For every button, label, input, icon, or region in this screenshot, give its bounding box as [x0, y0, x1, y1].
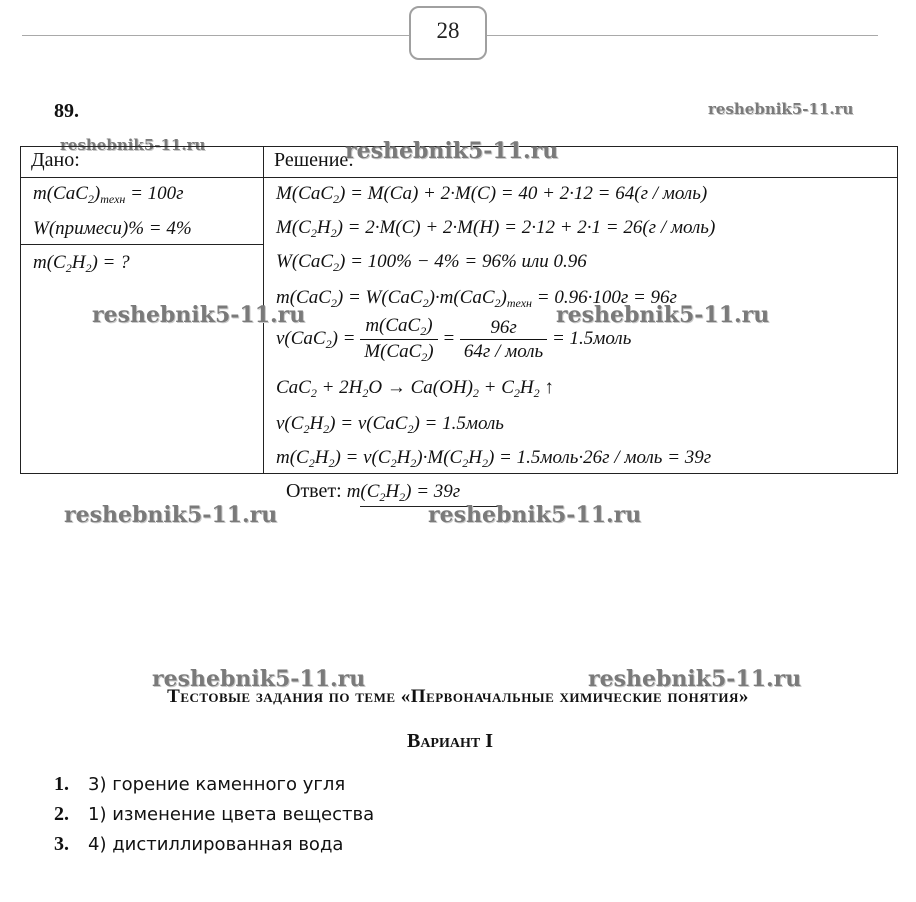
- page-number: [409, 6, 487, 60]
- watermark: reshebnik5-11.ru: [60, 136, 206, 154]
- section-title: Тестовые задания по теме «Первоначальные химические понятия»: [167, 686, 749, 707]
- solution-line: $CaC_2 + 2H_2O \to Ca(OH)_2 + C_2H_2$ ↑: [276, 377, 554, 400]
- answer-value: $m(C_2H_2) = 39г$: [346, 481, 461, 504]
- solution-label: Решение:: [274, 149, 354, 171]
- list-item: [54, 803, 374, 826]
- answer-label: Ответ:: [286, 480, 342, 502]
- item-text: 4) дистиллированная вода: [88, 834, 344, 855]
- given-label: Дано:: [31, 149, 80, 171]
- page-number-text: 28: [436, 18, 460, 43]
- fraction: $\frac{m(CaC_2)}{M(CaC_2)}$: [360, 316, 437, 363]
- given-header: [21, 147, 264, 178]
- solution-line: ν(CaC$_2$) = $\frac{m(CaC_2)}{M(CaC_2)}$ = $\frac{96г}{\text{64г / моль}}$ = 1.5моль: [276, 315, 632, 364]
- header-rule-right: [486, 35, 878, 36]
- solution-line: $M(C_2H_2) = 2\cdot M(C) + 2\cdot M(H) = 2\cdot 12 + 2\cdot 1 = 26(г$ / моль): [276, 217, 716, 240]
- variant-title: Вариант I: [406, 730, 493, 752]
- given-impurity: W(примеси)% = 4%: [33, 218, 192, 239]
- find-cell: [21, 245, 264, 474]
- item-number: 2.: [54, 803, 69, 825]
- solution-line: M(CaC$_2$) = M(Ca) + 2·M(C) = 40 + 2·12 = 64(г / моль): [276, 183, 708, 206]
- watermark: reshebnik5-11.ru: [588, 666, 802, 692]
- given-cell: [21, 178, 264, 245]
- watermark: reshebnik5-11.ru: [556, 302, 770, 328]
- solution-line: $m(CaC_2) = W(CaC_2)\cdot m(CaC_2)_{техн} = 0.96\cdot 100г = 96г$: [276, 287, 677, 310]
- fraction: $\frac{96г}{\text{64г / моль}}$: [460, 318, 547, 361]
- item-number: 3.: [54, 833, 69, 855]
- solution-line: $\nu(C_2H_2) = \nu(CaC_2)$ = 1.5моль: [276, 413, 504, 436]
- item-text: 3) горение каменного угля: [88, 774, 346, 795]
- list-item: [54, 773, 345, 796]
- watermark: reshebnik5-11.ru: [152, 666, 366, 692]
- item-text: 1) изменение цвета вещества: [88, 804, 375, 825]
- watermark: reshebnik5-11.ru: [428, 502, 642, 528]
- watermark: reshebnik5-11.ru: [708, 100, 854, 118]
- find-value: $m(C_2H_2)$ = ?: [33, 252, 130, 275]
- problem-number: 89.: [54, 100, 79, 122]
- solution-line: W(CaC$_2$) = 100% − 4% = 96% или 0.96: [276, 251, 587, 274]
- answer: [286, 480, 460, 503]
- watermark: reshebnik5-11.ru: [92, 302, 306, 328]
- solution-line: $m(C_2H_2) = \nu(C_2H_2)\cdot M(C_2H_2)$ = 1.5моль·26г / моль = 39г: [276, 447, 712, 470]
- item-number: 1.: [54, 773, 69, 795]
- watermark: reshebnik5-11.ru: [345, 138, 559, 164]
- list-item: [54, 833, 343, 856]
- header-rule-left: [22, 35, 410, 36]
- given-mass: $m(CaC_2)_{техн} = 100г$: [33, 183, 184, 206]
- watermark: reshebnik5-11.ru: [64, 502, 278, 528]
